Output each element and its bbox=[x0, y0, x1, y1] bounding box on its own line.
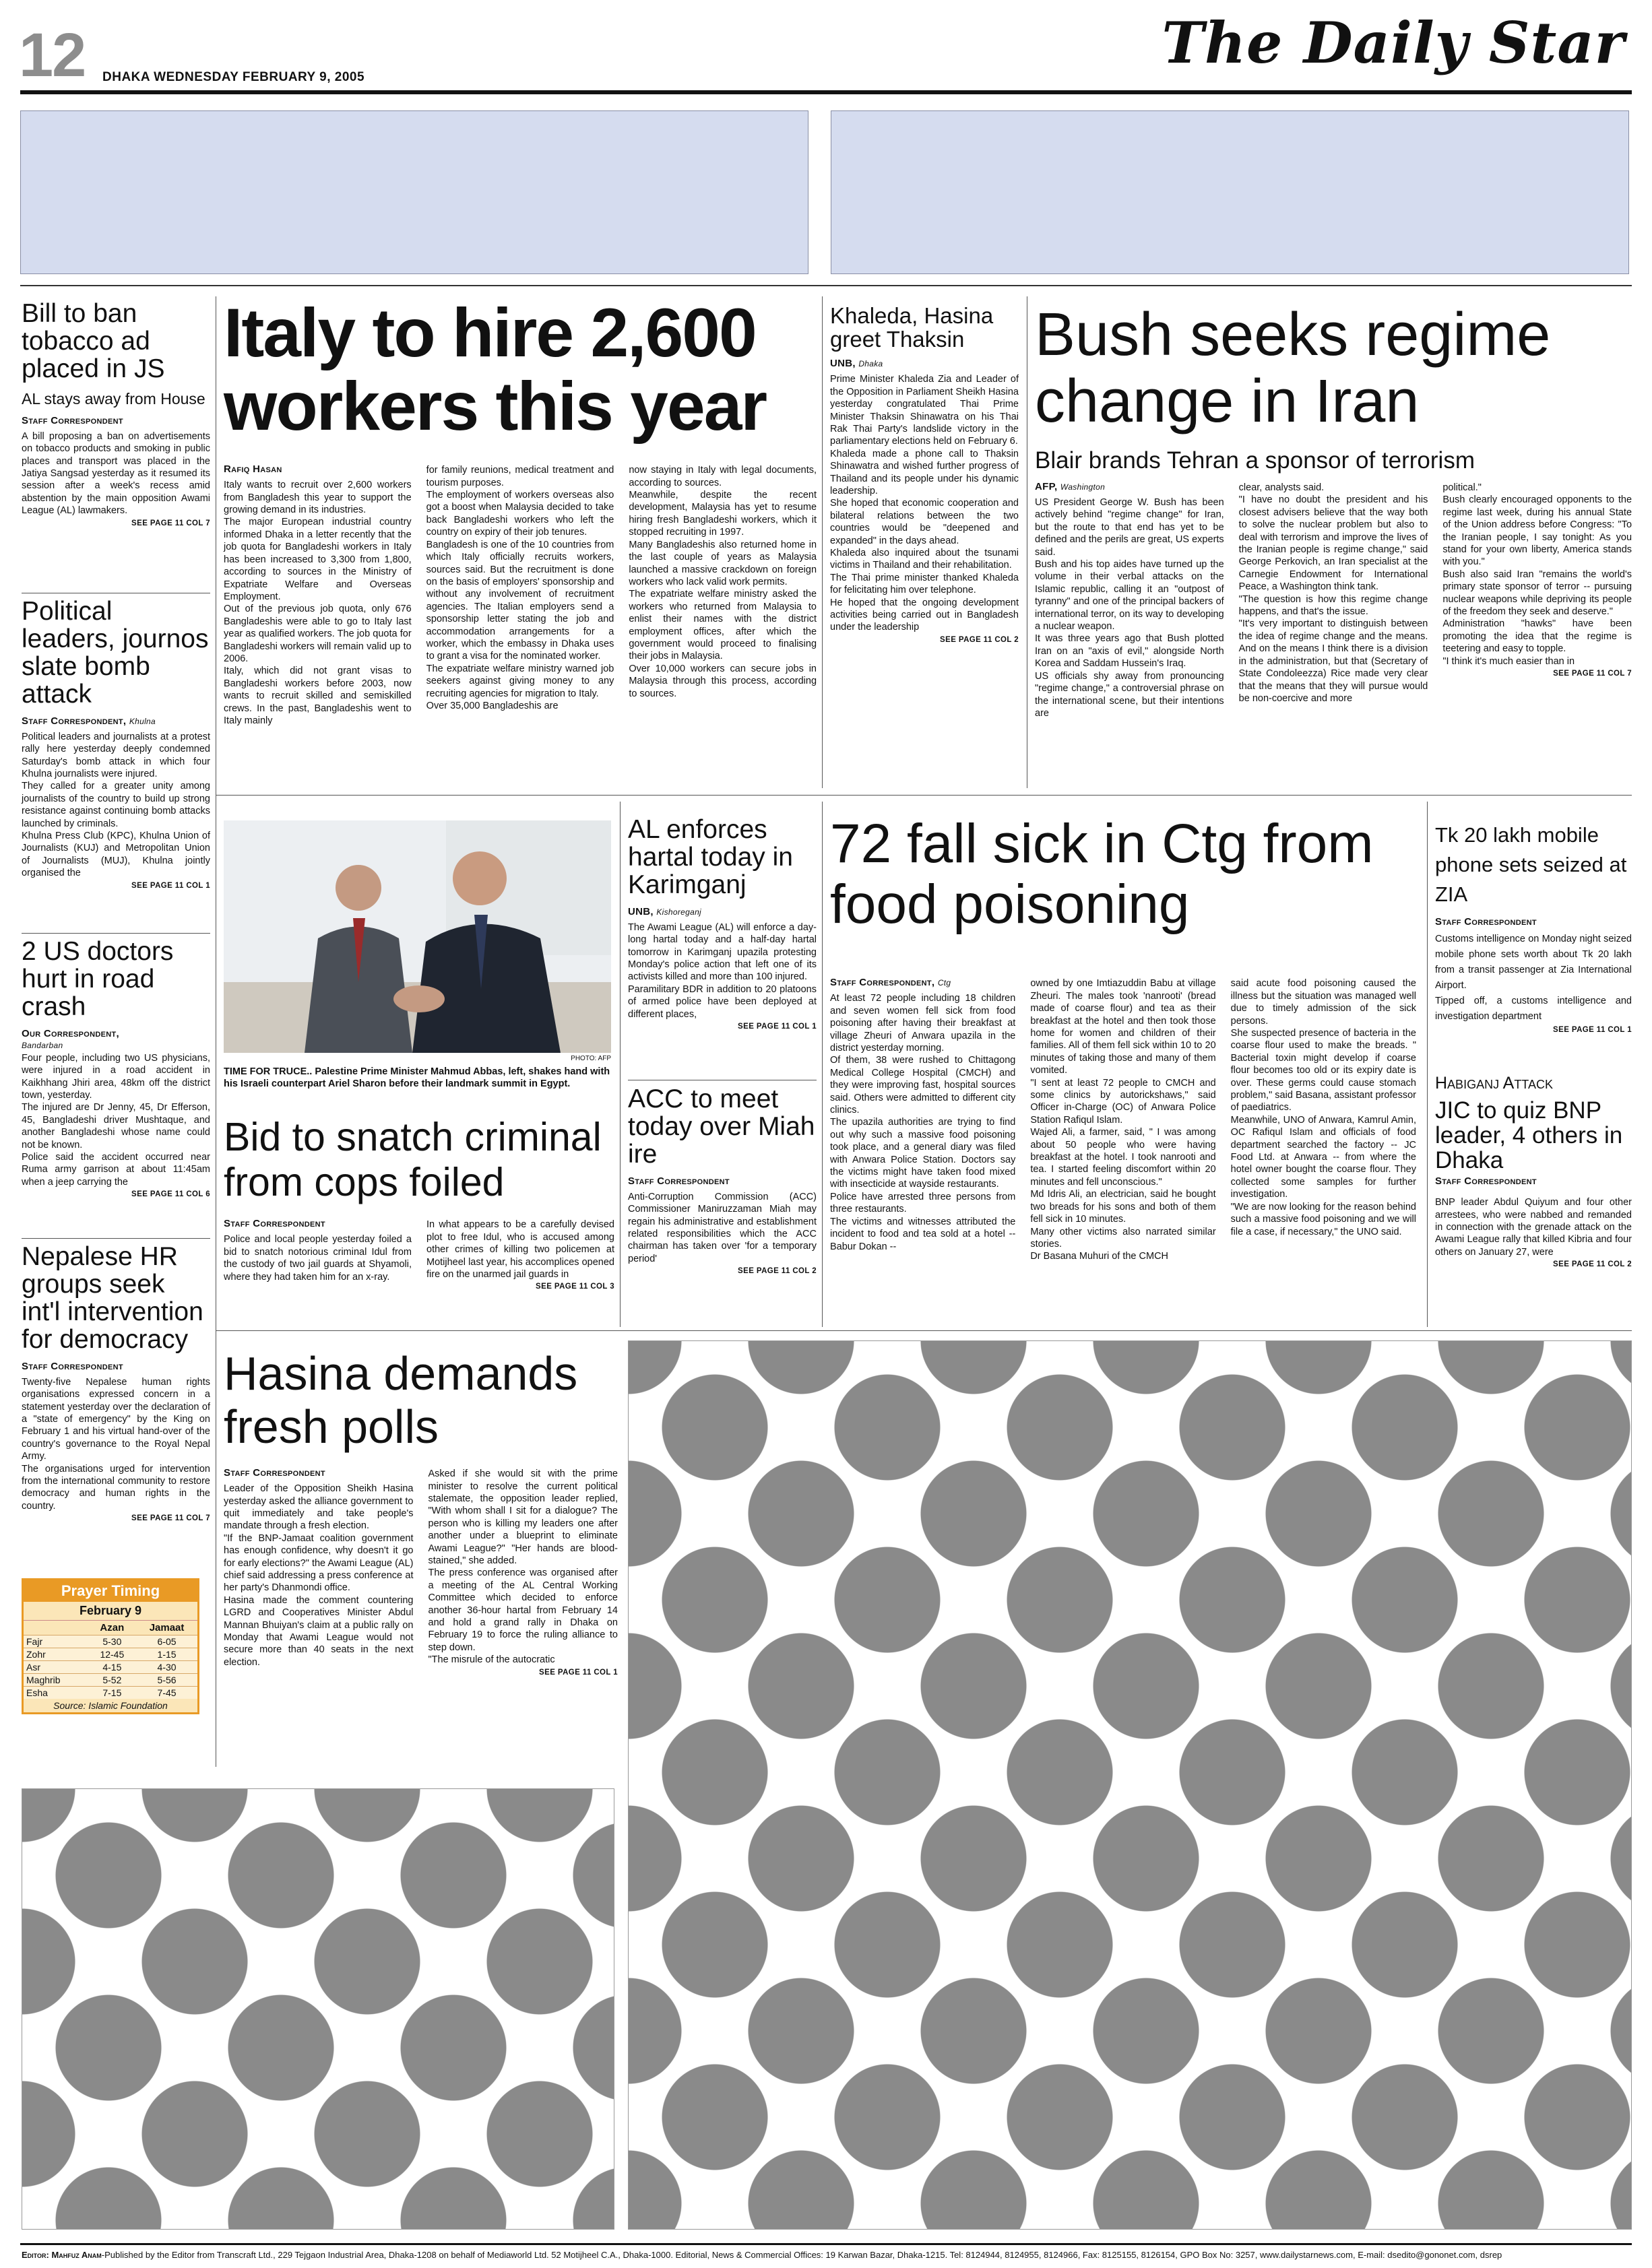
byline: Staff Correspondent, Khulna bbox=[22, 715, 156, 727]
story-thaksin bbox=[830, 304, 1019, 644]
dateline: DHAKA WEDNESDAY FEBRUARY 9, 2005 bbox=[102, 70, 365, 84]
jump-link[interactable]: SEE PAGE 11 COL 1 bbox=[539, 1668, 618, 1677]
story-column: Asked if she would sit with the prime minister to resolve the current political stalemate, the opposition leader replied, "With whom shall I sit for a dialogue? The person who is killing my leaders one after another under a blueprint to eliminate Awami League?" "Her hands are blood-stained," she added. The press conference was organised after a meeting of the AL Central Working Committee which decided to enforce another 36-hour hartal from February 14 and hold a grand rally in Dhaka on February 19 to force the ruling alliance to step down. "The misrule of the autocratic bbox=[428, 1468, 618, 1666]
news-photo bbox=[224, 820, 611, 1053]
story-hasina bbox=[224, 1347, 618, 1677]
story-body: The Awami League (AL) will enforce a day-long hartal today and a half-day hartal tomorrow in Karimganj upazila protesting Monday's police action that left one of its activists killed and more than 100 injured. Paramilitary BDR in addition to 20 platoons of armed police have been deployed at different places, bbox=[628, 921, 817, 1020]
column-header: Jamaat bbox=[136, 1621, 197, 1635]
headline: JIC to quiz BNP leader, 4 others in Dhaka bbox=[1435, 1097, 1623, 1173]
story-column: said acute food poisoning caused the illness but the situation was managed well due to timely admission of the sick persons. She suspected presence of bacteria in the coarse flour used to make the breads. " Bacterial toxin might develop if coarse flour becomes too old or its expiry date is over. These germs could cause stomach problem," said Basana, assistant professor of paediatrics. Meanwhile, UNO of Anwara, Kamrul Amin, OC Rafiqul Islam and officials of food department searched the factory -- JC Food Ltd. at Anwara -- from where the hotel owner bought the coarse flour. They collected some samples for further investigation. "We are now looking for the reason behind such a massive food poisoning and we will file a case, if necessary," the UNO said. bbox=[1230, 978, 1416, 1237]
story-us-doctors bbox=[22, 938, 210, 1198]
prayer-table bbox=[24, 1621, 197, 1699]
jump-link[interactable]: SEE PAGE 11 COL 7 bbox=[131, 519, 210, 527]
byline: Staff Correspondent bbox=[1435, 1175, 1537, 1188]
story-mobile bbox=[1435, 820, 1632, 1034]
headline: Hasina demands fresh polls bbox=[224, 1347, 578, 1454]
ad-space-bottom-left bbox=[22, 1788, 614, 2230]
table-row: Maghrib 5-52 5-56 bbox=[24, 1674, 197, 1687]
headline: Italy to hire 2,600 workers this year bbox=[224, 294, 767, 445]
story-body: Prime Minister Khaleda Zia and Leader of the Opposition in Parliament Sheikh Hasina yesterday congratulated Thai Prime Minister Thaksin Shinawatra on his Thai Rak Thai Party's landslide victory in the parliamentary elections held on February 6. Khaleda made a phone call to Thaksin Shinawatra and wished further progress of Thailand and its people under his dynamic leadership. She hoped that economic cooperation and bilateral relations between the two countries would be "deepened and expanded" in the days ahead. Khaleda also inquired about the tsunami victims in Thailand and their rehabilitation. The Thai prime minister thanked Khaleda for felicitating him over telephone. He hoped that the ongoing development activities being carried out in Bangladesh under the leadership bbox=[830, 374, 1019, 633]
byline: UNB, Dhaka bbox=[830, 358, 883, 370]
table-row: Zohr 12-45 1-15 bbox=[24, 1648, 197, 1661]
byline: Staff Correspondent, Ctg bbox=[830, 977, 951, 989]
story-column: political." Bush clearly encouraged opponents to the regime last week, during his annual State of the Union address before Congress: "To the Iranian people, I say tonight: As you stand for your own liberty, America stands with you." Bush also said Iran "remains the world's primary state sponsor of terror -- pursuing nuclear weapons while depriving its people of the freedom they seek and deserve." Administration "hawks" have been promoting the idea that the regime is teetering and easy to topple. "I think it's much easier than in bbox=[1442, 482, 1632, 667]
ad-placeholder-right bbox=[831, 110, 1629, 274]
story-italy bbox=[224, 296, 817, 727]
deck: Blair brands Tehran a sponsor of terrorism bbox=[1035, 447, 1475, 474]
headline: Tk 20 lakh mobile phone sets seized at ZIA bbox=[1435, 823, 1627, 907]
jump-link[interactable]: SEE PAGE 11 COL 2 bbox=[940, 635, 1019, 644]
footer-imprint bbox=[22, 2250, 1632, 2260]
story-column: At least 72 people including 18 children and seven women fell sick from food poisoning after having their breakfast at village Zheuri of Anwara upazila in the district yesterday morning. Of them, 38 were rushed to Chittagong Medical College Hospital (CMCH) and they were improving fast, hospital sources said. Others were admitted to different city clinics. The upazila authorities are trying to find out why such a massive food poisoning took place, and a general diary was filed with Anwara Police Station. Doctors say the victims might have taken food mixed with insecticide at wayside restaurants. Police have arrested three persons from three restaurants. The victims and witnesses attributed the incident to food and tea sold at a hotel -- Babur Dokan -- bbox=[830, 993, 1016, 1252]
divider bbox=[22, 1238, 210, 1239]
headline: 72 fall sick in Ctg from food poisoning bbox=[830, 813, 1374, 936]
jump-link[interactable]: SEE PAGE 11 COL 7 bbox=[131, 1514, 210, 1523]
jump-link[interactable]: SEE PAGE 11 COL 7 bbox=[1553, 670, 1632, 678]
page-number: 12 bbox=[19, 21, 86, 90]
ad-space-large bbox=[628, 1340, 1632, 2230]
jump-link[interactable]: SEE PAGE 11 COL 1 bbox=[738, 1023, 817, 1031]
prayer-title: Prayer Timing bbox=[24, 1580, 197, 1602]
headline: Khaleda, Hasina greet Thaksin bbox=[830, 303, 994, 352]
story-column: Italy wants to recruit over 2,600 workers from Bangladesh this year to support the growing demand in its industries. The major European industrial country informed Dhaka in a letter recently that the job quota for Bangladeshi workers in Italy has been increased to 3,300 from 1,800, according to sources in the Ministry of Expatriate Welfare and Overseas Employment. Out of the previous job quota, only 676 Bangladeshis were able to go to Italy last year as qualified workers. The job quota for Bangladeshi workers will remain valid up to 2006. Italy, which did not grant visas to Bangladeshi workers before 2003, now wants to recruit skilled and semiskilled crews. In the past, Bangladeshis went to Italy mainly bbox=[224, 480, 412, 726]
column-header: Azan bbox=[88, 1621, 136, 1635]
photo-illustration bbox=[224, 820, 611, 1053]
jump-link[interactable]: SEE PAGE 11 COL 2 bbox=[1553, 1260, 1632, 1269]
table-row: Esha 7-15 7-45 bbox=[24, 1687, 197, 1699]
byline: AFP, Washington bbox=[1035, 481, 1106, 492]
jump-link[interactable]: SEE PAGE 11 COL 1 bbox=[131, 881, 210, 890]
caption-lead: TIME FOR TRUCE.. bbox=[224, 1066, 313, 1077]
story-acc bbox=[628, 1086, 817, 1275]
prayer-timing-box bbox=[22, 1578, 199, 1714]
story-hartal bbox=[628, 816, 817, 1031]
byline: Staff Correspondent bbox=[22, 414, 123, 426]
story-habiganj bbox=[1435, 1074, 1632, 1268]
column-rule bbox=[620, 802, 621, 1327]
divider bbox=[22, 933, 210, 934]
photo-credit: PHOTO: AFP bbox=[571, 1055, 611, 1062]
story-column: Police and local people yesterday foiled a bid to snatch notorious criminal Idul from the custody of two jail guards at Shyamoli, where they had taken him for an x-ray. bbox=[224, 1234, 412, 1283]
byline: Staff Correspondent bbox=[224, 1467, 325, 1479]
jump-link[interactable]: SEE PAGE 11 COL 2 bbox=[738, 1267, 817, 1276]
story-column: US President George W. Bush has been actively behind "regime change" for Iran, but the route to that end has yet to be defined and the perils are great, US experts said. Bush and his top aides have turned up the volume in their verbal attacks on the Islamic republic, calling it an "outpost of tyranny" and one of the principal backers of international terror, on its way to developing a nuclear weapon. It was three years ago that Bush plotted Iran on an "axis of evil," alongside North Korea and Saddam Hussein's Iraq. US officials shy away from pronouncing "regime change," a controversial phrase on the international scene, but their intentions are bbox=[1035, 497, 1224, 719]
story-body: Political leaders and journalists at a protest rally here yesterday deeply condemned Saturday's bomb attack in which four Khulna journalists were injured. They called for a greater unity among journalists of the country to build up strong resistance against continuing bomb attacks launched by criminals. Khulna Press Club (KPC), Khulna Union of Journalists (KUJ) and Metropolitan Union of Journalists (MUJ), Khulna jointly organised the bbox=[22, 731, 210, 879]
story-column: In what appears to be a carefully devised plot to free Idul, who is accused among other crimes of killing two policemen at Motijheel last year, his accomplices opened fire on the unarmed jail guards in bbox=[426, 1219, 614, 1280]
byline: UNB, Kishoreganj bbox=[628, 905, 702, 917]
jump-link[interactable]: SEE PAGE 11 COL 3 bbox=[536, 1283, 614, 1291]
story-body: BNP leader Abdul Quiyum and four other arrestees, who were nabbed and remanded in connection with the grenade attack on the Awami League rally that killed Kibria and four others on January 27, were bbox=[1435, 1197, 1632, 1258]
story-body: A bill proposing a ban on advertisements on tobacco products and smoking in public places and transport was placed in the Jatiya Sangsad yesterday as it resumed its session after a week's recess amid abstention by the main opposition Awami League (AL) lawmakers. bbox=[22, 430, 210, 517]
headline: Bush seeks regime change in Iran bbox=[1035, 301, 1551, 435]
footer-rule bbox=[20, 2243, 1632, 2245]
column-rule bbox=[1427, 802, 1428, 1327]
story-column: for family reunions, medical treatment and tourism purposes. The employment of workers overseas also got a boost when Malaysia decided to take back Bangladeshi workers who left the country on expiry of their job tenures. Bangladesh is one of the 10 countries from which Italy officially recruits workers, sources said. But the recruitment is done on the basis of employers' sponsorship and without any involvement of recruitment agencies. The Italian employers send a sponsorship letter stating the job and accommodation arrangements for a worker, which the embassy in Dhaka uses to grant a visa for the nominated worker. The expatriate welfare ministry warned job seekers against giving money to any recruiting agencies for migration to Italy. Over 35,000 Bangladeshis are bbox=[426, 465, 614, 711]
byline: Staff Correspondent bbox=[22, 1360, 123, 1372]
story-ctg bbox=[830, 814, 1416, 1263]
ad-placeholder-left bbox=[20, 110, 808, 274]
headline: AL enforces hartal today in Karimganj bbox=[628, 815, 793, 899]
divider bbox=[216, 795, 1632, 796]
story-body: Four people, including two US physicians, were injured in a road accident in Kaikhhang Jhiri area, 48km off the district town, yesterday. The injured are Dr Jenny, 45, Dr Efferson, 45, Bangladeshi driver Mushtaque, and another Bangladeshi whose name could not be known. Police said the accident occurred near Ruma army garrison at about 11:45am when a jeep carrying the bbox=[22, 1052, 210, 1188]
story-body: Anti-Corruption Commission (ACC) Commissioner Maniruzzaman Miah may regain his administrative and establishment related responsibilities which the ACC chairman has taken over 'for a temporary period' bbox=[628, 1191, 817, 1264]
divider bbox=[20, 285, 1632, 286]
column-rule bbox=[822, 802, 823, 1327]
prayer-date: February 9 bbox=[24, 1602, 197, 1621]
headline: Political leaders, journos slate bomb attack bbox=[22, 597, 209, 709]
story-column: Leader of the Opposition Sheikh Hasina yesterday asked the alliance government to quit immediately and take people's mandate through a fresh election. "If the BNP-Jamaat coalition government has enough confidence, why doesn't it go for early elections?" the Awami League (AL) chief said addressing a press conference at her party's Dhanmondi office. Hasina made the comment countering LGRD and Cooperatives Minister Abdul Mannan Bhuiyan's claim at a public rally on Monday that Awami League would not secure more than 40 seats in the next election. bbox=[224, 1483, 414, 1668]
story-khulna bbox=[22, 598, 210, 890]
byline: Staff Correspondent bbox=[628, 1175, 730, 1187]
table-row: Fajr 5-30 6-05 bbox=[24, 1635, 197, 1648]
headline: Bid to snatch criminal from cops foiled bbox=[224, 1115, 602, 1204]
story-tobacco bbox=[22, 300, 210, 527]
deck: AL stays away from House bbox=[22, 389, 205, 408]
story-column: now staying in Italy with legal documents, according to sources. Meanwhile, despite the recent development, Malaysia has yet to resume hiring fresh Bangladeshi workers, which it stopped recruiting in 1997. Many Bangladeshis also returned home in the last couple of years as Malaysia launched a massive crackdown on foreign workers who lack valid work permits. The expatriate welfare ministry asked the workers who returned from Malaysia to enlist their names with the district employment offices, after which the government would proceed to finalising their jobs in Malaysia. Over 10,000 workers can secure jobs in Malaysia through this process, according to sources. bbox=[629, 465, 817, 699]
editor-credit: Editor: Mahfuz Anam bbox=[22, 2250, 102, 2260]
byline: Our Correspondent, Bandarban bbox=[22, 1027, 120, 1050]
story-iran bbox=[1035, 302, 1632, 719]
imprint-text: -Published by the Editor from Transcraft Ltd., 229 Tejgaon Industrial Area, Dhaka-1208 on behalf of Mediaworld Ltd. 52 Motijheel C.A., Dhaka-1000. Editorial, News & Commercial Offices: 19 Karwan Bazar, Dhaka-1215. Tel: 8124944, 8124955, 8124966, Fax: 8125155, 8126154, GPO Box No: 3257, www.dailystarnews.com, E-mail: dsedito@gononet.com, dsrep bbox=[101, 2250, 1502, 2260]
table-row: Asr 4-15 4-30 bbox=[24, 1661, 197, 1674]
byline: Staff Correspondent bbox=[224, 1218, 325, 1230]
byline: Rafiq Hasan bbox=[224, 463, 282, 476]
jump-link[interactable]: SEE PAGE 11 COL 6 bbox=[131, 1190, 210, 1199]
headline: 2 US doctors hurt in road crash bbox=[22, 937, 174, 1021]
photo-caption bbox=[224, 1066, 611, 1090]
story-body: Twenty-five Nepalese human rights organisations expressed concern in a statement yesterday over the declaration of a "state of emergency" by the King on February 1 and his virtual hand-over of the country's governance to the Royal Nepal Army. The organisations urged for intervention from the international community to restore democracy and human rights in the country. bbox=[22, 1376, 210, 1512]
story-column: owned by one Imtiazuddin Babu at village Zheuri. The males took 'nanrooti' (bread made of coarse flour) and tea as their breakfast at the hotel and then took those home for women and children of their families. All of them fell sick within 10 to 20 minutes of taking those and many of them vomited. "I sent at least 72 people to CMCH and some clinics by autorickshaws," said Officer in-Charge (OC) of Anwara Police Station Rafiqul Islam. Wajed Ali, a farmer, said, " I was among about 50 people who were having breakfast at the hotel. I took nanrooti and tea. I started feeling discomfort within 20 minutes and fell unconscious." Md Idris Ali, an electrician, said he bought two breads for his sons and both of them fell sick in 10 minutes. Many other victims also narrated similar stories. Dr Basana Muhuri of the CMCH bbox=[1030, 978, 1216, 1262]
byline: Staff Correspondent bbox=[1435, 916, 1537, 928]
story-criminal bbox=[224, 1115, 614, 1291]
headline: Bill to ban tobacco ad placed in JS bbox=[22, 299, 165, 383]
jump-link[interactable]: SEE PAGE 11 COL 1 bbox=[1553, 1026, 1632, 1035]
divider bbox=[216, 1330, 1632, 1331]
caption-text: Palestine Prime Minister Mahmud Abbas, left, shakes hand with his Israeli counterpart Ariel Sharon before their landmark summit in Egypt. bbox=[224, 1066, 610, 1090]
column-header bbox=[24, 1621, 88, 1635]
kicker: Habiganj Attack bbox=[1435, 1074, 1553, 1093]
prayer-source: Source: Islamic Foundation bbox=[24, 1699, 197, 1712]
story-nepal bbox=[22, 1243, 210, 1522]
headline: ACC to meet today over Miah ire bbox=[628, 1084, 815, 1169]
masthead-rule bbox=[20, 90, 1632, 94]
story-body: Customs intelligence on Monday night seized mobile phone sets worth about Tk 20 lakh from a transit passenger at Zia International Airport. Tipped off, a customs intelligence and investigation department bbox=[1435, 934, 1632, 1022]
column-rule bbox=[822, 296, 823, 788]
headline: Nepalese HR groups seek int'l intervention for democracy bbox=[22, 1242, 203, 1354]
story-column: clear, analysts said. "I have no doubt the president and his closest advisers believe that the way both to solve the nuclear problem but also to deal with terrorism and improve the lives of the Iranian people is regime change," said George Perkovich, an Iran specialist at the Carnegie Endowment for International Peace, a Washington think tank. "The question is how this regime change happens, and that's the issue. "It's very important to distinguish between the idea of regime change and the means. And on the means I think there is a division in the administration, but that (Secretary of State Condoleezza) Rice made very clear that the means that they will pursue would be non-coercive and more bbox=[1238, 482, 1428, 704]
masthead-logo: The Daily Star bbox=[1162, 9, 1625, 76]
